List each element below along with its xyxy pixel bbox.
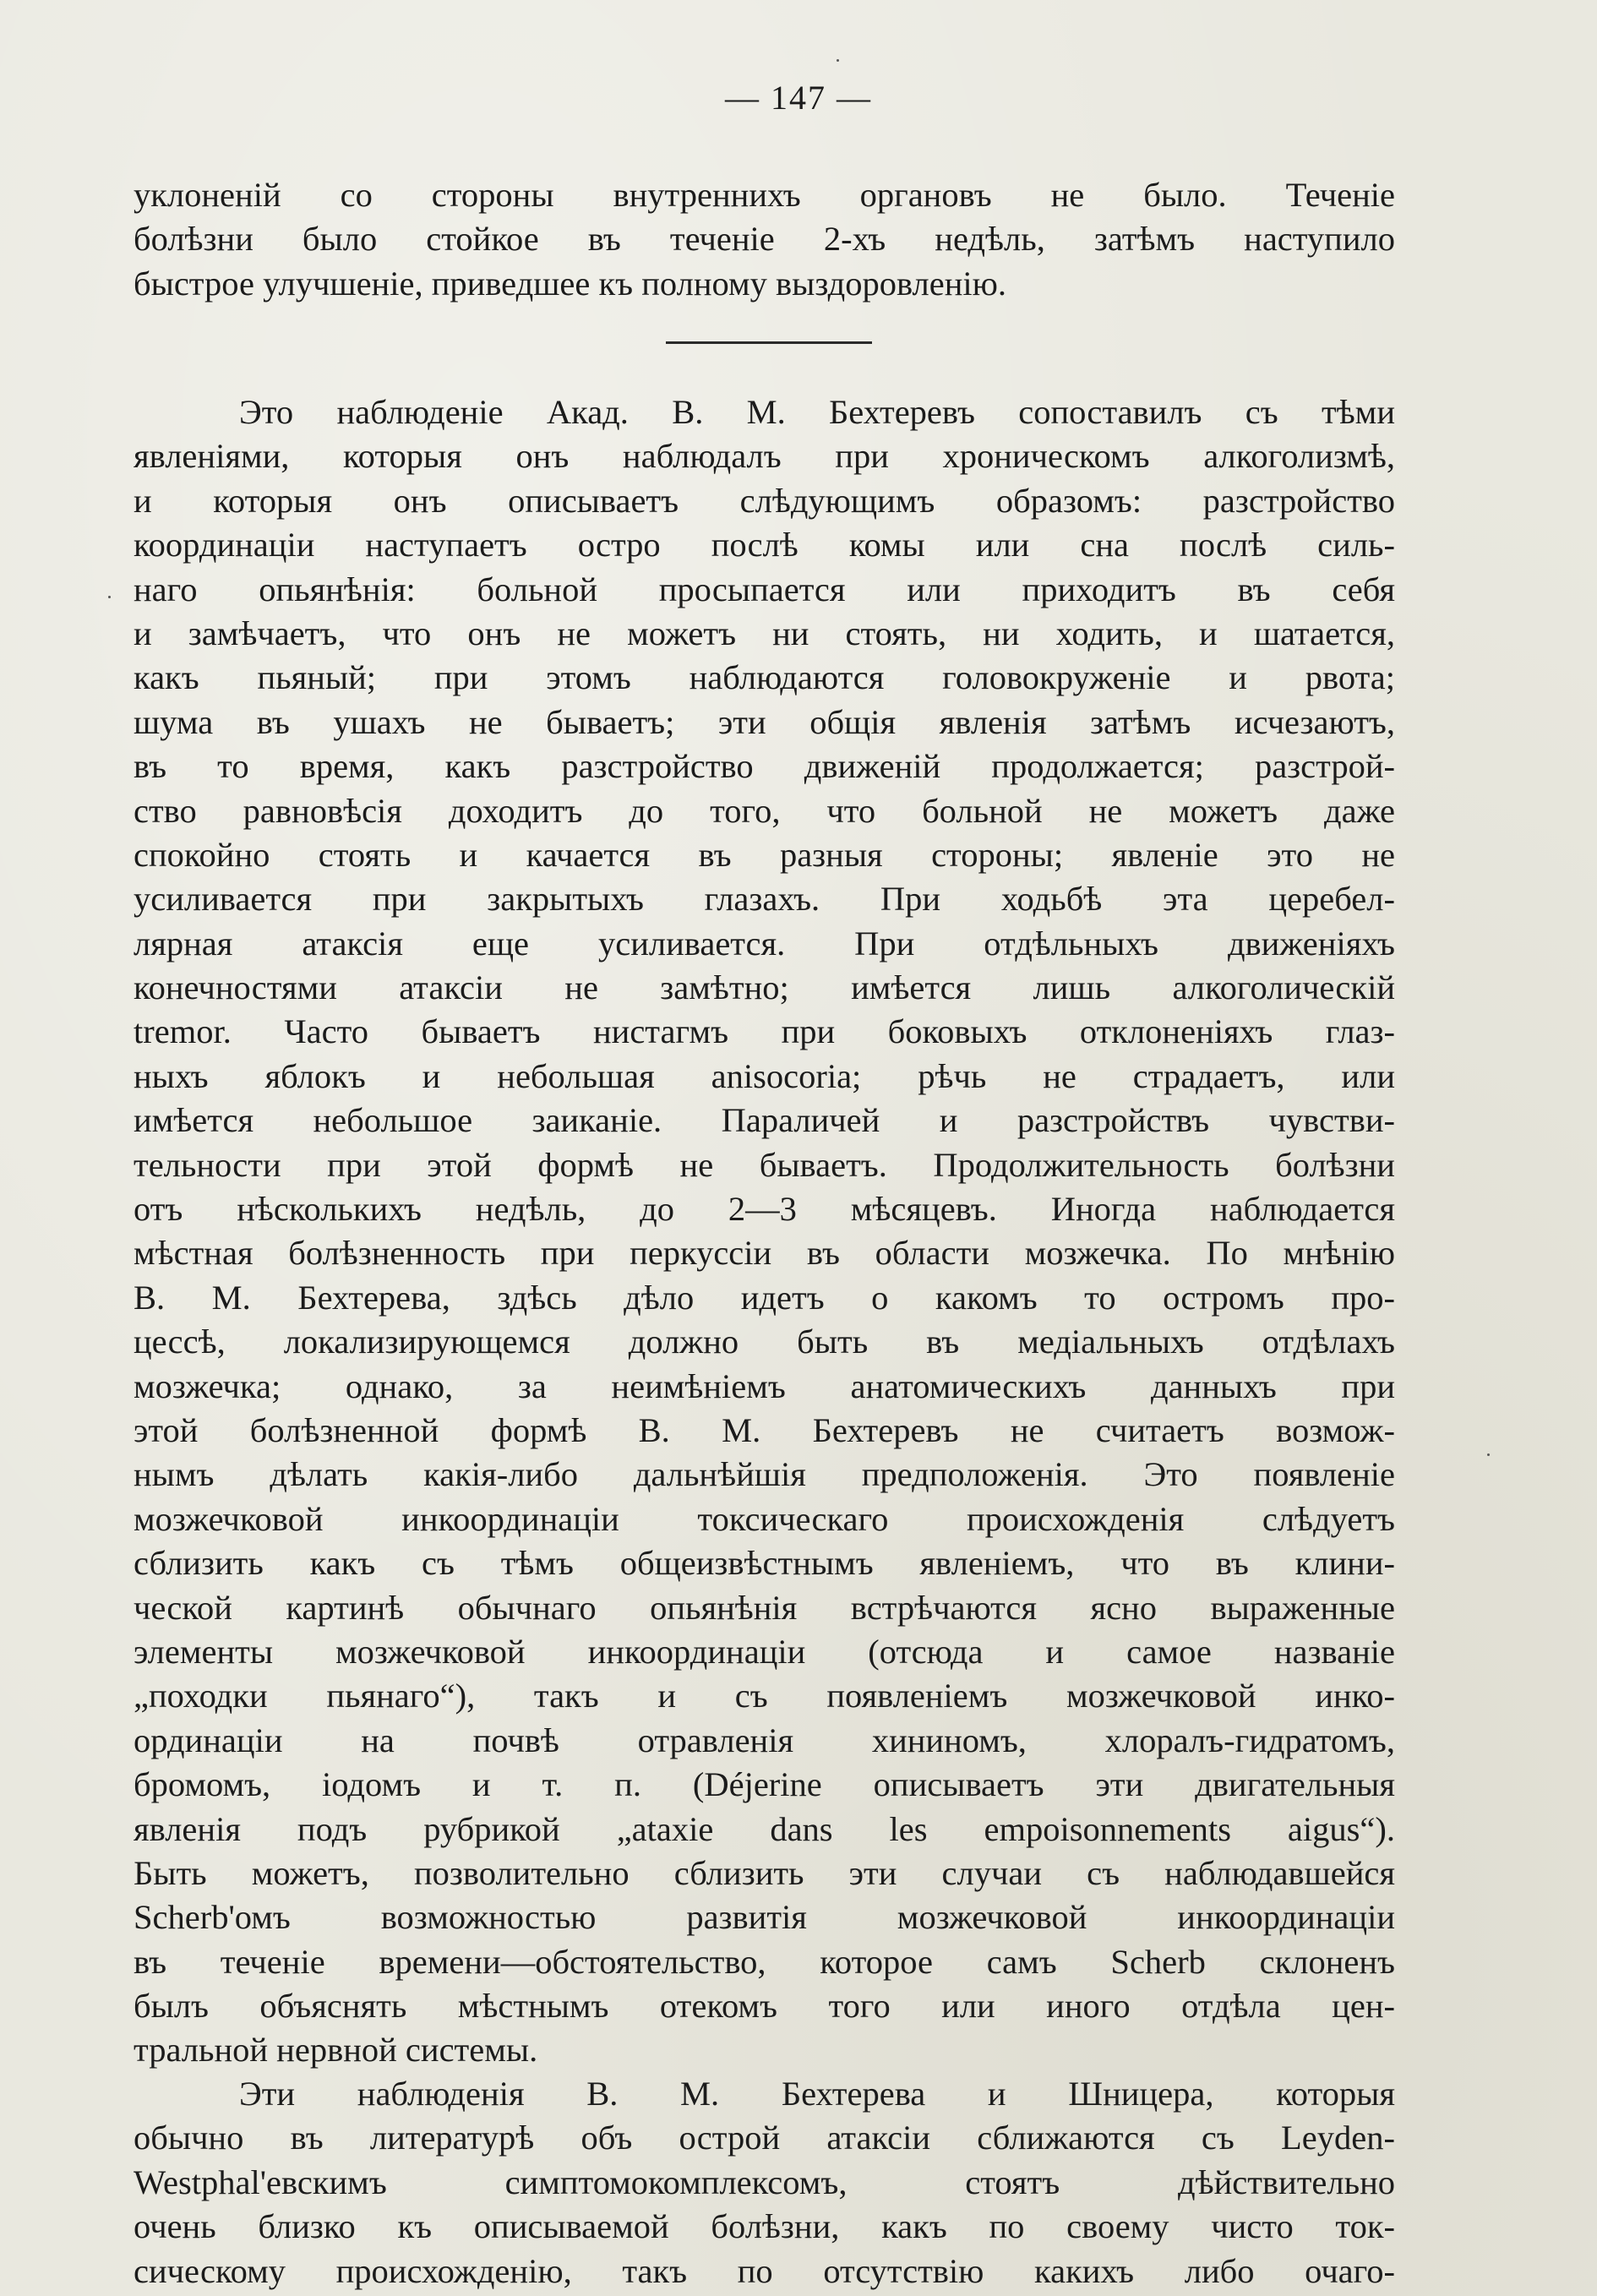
text-line: этой болѣзненной формѣ В. М. Бехтеревъ не считаетъ возмож- [134, 1410, 1395, 1449]
text-line: явленіями, которыя онъ наблюдалъ при хроническомъ алкоголизмѣ, [134, 437, 1395, 476]
text-line: ныхъ яблокъ и небольшая anisocoria; рѣчь не страдаетъ, или [134, 1056, 1395, 1095]
text-line: сическому происхожденію, такъ по отсутствію какихъ либо очаго- [134, 2251, 1395, 2290]
last-paragraph [134, 2072, 1395, 2293]
text-line: тельности при этой формѣ не бываетъ. Продолжительность болѣзни [134, 1145, 1395, 1184]
text-line: ординаціи на почвѣ отравленія хининомъ, хлоралъ-гидратомъ, [134, 1721, 1395, 1759]
text-line: цессѣ, локализирующемся должно быть въ медіальныхъ отдѣлахъ [134, 1323, 1395, 1361]
text-line: очень близко къ описываемой болѣзни, какъ по своему чисто ток- [134, 2207, 1395, 2246]
text-line: въ теченіе времени—обстоятельство, которое самъ Scherb склоненъ [134, 1942, 1395, 1981]
text-line: мѣстная болѣзненность при перкуссіи въ области мозжечка. По мнѣнію [134, 1234, 1395, 1273]
text-line: ство равновѣсія доходитъ до того, что больной не можетъ даже [134, 791, 1395, 830]
print-speck [1487, 1453, 1490, 1456]
top-paragraph [134, 173, 1395, 306]
text-line: шума въ ушахъ не бываетъ; эти общія явленія затѣмъ исчезаютъ, [134, 702, 1395, 741]
page-number: — 147 — [725, 79, 872, 117]
text-line: нымъ дѣлать какія-либо дальнѣйшія предположенія. Это появленіе [134, 1455, 1395, 1494]
text-line: Westphal'евскимъ симптомокомплексомъ, стоятъ дѣйствительно [134, 2162, 1395, 2201]
text-line: сблизить какъ съ тѣмъ общеизвѣстнымъ явленіемъ, что въ клини- [134, 1544, 1395, 1583]
section-divider [666, 341, 872, 344]
print-speck [837, 59, 839, 62]
text-line: Эти наблюденія В. М. Бехтерева и Шницера, которыя [239, 2075, 1395, 2113]
main-paragraph [134, 390, 1395, 2073]
text-line: спокойно стоять и качается въ разныя стороны; явленіе это не [134, 835, 1395, 874]
text-line: координаціи наступаетъ остро послѣ комы или сна послѣ силь- [134, 526, 1395, 564]
text-line: уклоненій со стороны внутреннихъ органовъ не было. Теченіе [134, 176, 1395, 214]
text-line: болѣзни было стойкое въ теченіе 2-хъ недѣль, затѣмъ наступило [134, 220, 1395, 259]
text-line: явленія подъ рубрикой „ataxie dans les empoisonnements aigus“). [134, 1809, 1395, 1848]
text-line: въ то время, какъ разстройство движеній продолжается; разстрой- [134, 747, 1395, 786]
text-line: усиливается при закрытыхъ глазахъ. При ходьбѣ эта церебел- [134, 880, 1395, 919]
text-line: Это наблюденіе Акад. В. М. Бехтеревъ сопоставилъ съ тѣми [239, 393, 1395, 431]
text-line: обычно въ литературѣ объ острой атаксіи сближаются съ Leyden- [134, 2119, 1395, 2157]
text-line: Быть можетъ, позволительно сблизить эти случаи съ наблюдавшейся [134, 1853, 1395, 1892]
text-line: мозжечковой инкоординаціи токсическаго происхожденія слѣдуетъ [134, 1499, 1395, 1538]
text-line: ческой картинѣ обычнаго опьянѣнія встрѣчаются ясно выраженные [134, 1588, 1395, 1627]
text-line: тральной нервной системы. [134, 2031, 538, 2070]
text-line: tremor. Часто бываетъ нистагмъ при боковыхъ отклоненіяхъ глаз- [134, 1012, 1395, 1051]
text-line: лярная атаксія еще усиливается. При отдѣльныхъ движеніяхъ [134, 924, 1395, 963]
text-line: Scherb'омъ возможностью развитія мозжечковой инкоординаціи [134, 1898, 1395, 1937]
text-line: и замѣчаетъ, что онъ не можетъ ни стоять, ни ходить, и шатается, [134, 614, 1395, 652]
text-line: конечностями атаксіи не замѣтно; имѣется лишь алкоголическій [134, 968, 1395, 1007]
text-line: какъ пьяный; при этомъ наблюдаются головокруженіе и рвота; [134, 658, 1395, 697]
text-line: и которыя онъ описываетъ слѣдующимъ образомъ: разстройство [134, 481, 1395, 520]
print-speck [108, 596, 111, 598]
text-line: отъ нѣсколькихъ недѣль, до 2—3 мѣсяцевъ. Иногда наблюдается [134, 1190, 1395, 1229]
text-line: бромомъ, іодомъ и т. п. (Déjerine описываетъ эти двигательныя [134, 1765, 1395, 1804]
text-line: В. М. Бехтерева, здѣсь дѣло идетъ о какомъ то остромъ про- [134, 1278, 1395, 1317]
text-line: „походки пьянаго“), такъ и съ появленіемъ мозжечковой инко- [134, 1677, 1395, 1715]
text-line: былъ объяснять мѣстнымъ отекомъ того или иного отдѣла цен- [134, 1987, 1395, 2026]
text-line: мозжечка; однако, за неимѣніемъ анатомическихъ данныхъ при [134, 1366, 1395, 1405]
text-line: элементы мозжечковой инкоординаціи (отсюда и самое названіе [134, 1632, 1395, 1671]
text-line: быстрое улучшеніе, приведшее къ полному выздоровленію. [134, 264, 1007, 303]
text-line: наго опьянѣнія: больной просыпается или приходитъ въ себя [134, 570, 1395, 608]
text-line: имѣется небольшое заиканіе. Параличей и разстройствъ чувстви- [134, 1101, 1395, 1140]
